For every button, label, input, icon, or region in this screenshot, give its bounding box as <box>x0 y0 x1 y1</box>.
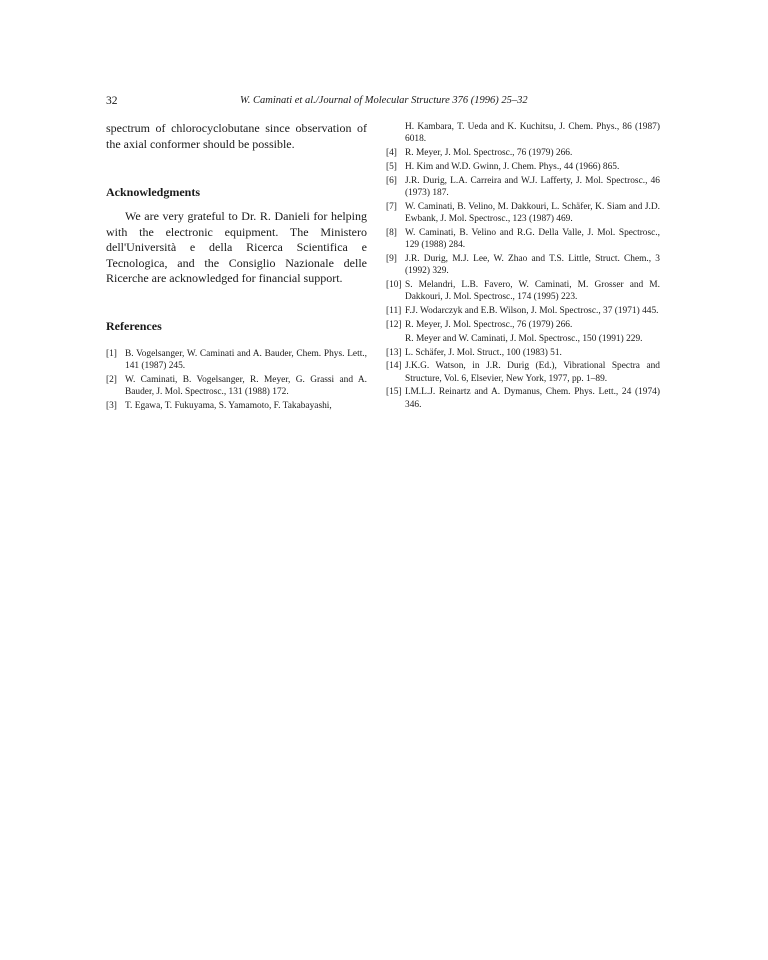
reference-text: R. Meyer, J. Mol. Spectrosc., 76 (1979) 266. <box>405 319 573 330</box>
reference-number: [4] <box>386 148 397 159</box>
reference-text: B. Vogelsanger, W. Caminati and A. Bauder, Chem. Phys. Lett., 141 (1987) 245. <box>125 349 367 372</box>
reference-number: [14] <box>386 361 402 372</box>
reference-number: [12] <box>386 319 402 330</box>
reference-text: T. Egawa, T. Fukuyama, S. Yamamoto, F. Takabayashi, <box>125 401 332 412</box>
reference-text: H. Kim and W.D. Gwinn, J. Chem. Phys., 44 (1966) 865. <box>405 161 620 172</box>
reference-12 <box>386 319 660 331</box>
reference-10 <box>386 279 660 304</box>
reference-text: W. Caminati, B. Vogelsanger, R. Meyer, G. Grassi and A. Bauder, J. Mol. Spectrosc., 131 (1988) 172. <box>125 375 367 398</box>
reference-text: R. Meyer, J. Mol. Spectrosc., 76 (1979) 266. <box>405 148 573 159</box>
reference-number: [13] <box>386 347 402 358</box>
references-list-left <box>106 348 367 414</box>
reference-text: W. Caminati, B. Velino and R.G. Della Valle, J. Mol. Spectrosc., 129 (1988) 284. <box>405 227 660 251</box>
reference-5 <box>386 161 660 173</box>
reference-number: [8] <box>386 227 397 238</box>
reference-3 <box>106 400 367 412</box>
reference-text: J.R. Durig, M.J. Lee, W. Zhao and T.S. Little, Struct. Chem., 3 (1992) 329. <box>405 253 660 277</box>
reference-13 <box>386 347 660 359</box>
reference-14 <box>386 360 660 385</box>
reference-number: [10] <box>386 280 402 291</box>
reference-1 <box>106 348 367 373</box>
left-column <box>106 121 367 412</box>
reference-text: J.R. Durig, L.A. Carreira and W.J. Lafferty, J. Mol. Spectrosc., 46 (1973) 187. <box>405 175 660 198</box>
right-column <box>386 121 660 413</box>
running-head: W. Caminati et al./Journal of Molecular Structure 376 (1996) 25–32 <box>240 95 528 106</box>
acknowledgments-paragraph: We are very grateful to Dr. R. Danieli for helping with the electronic equipment. The Ministero dell'Università e della Ricerca Scientifica e Tecnologica, and the Consiglio Nazionale delle Ricerche are acknowledged for financial support. <box>106 209 367 285</box>
reference-number: [5] <box>386 161 397 172</box>
reference-text: F.J. Wodarczyk and E.B. Wilson, J. Mol. Spectrosc., 37 (1971) 445. <box>405 306 659 317</box>
intro-paragraph: spectrum of chlorocyclobutane since observation of the axial conformer should be possible. <box>106 121 367 151</box>
reference-3-continuation: H. Kambara, T. Ueda and K. Kuchitsu, J. Chem. Phys., 86 (1987) 6018. <box>405 122 660 145</box>
reference-6 <box>386 175 660 200</box>
references-heading: References <box>106 319 162 333</box>
reference-number: [15] <box>386 387 402 398</box>
reference-number: [6] <box>386 175 397 186</box>
reference-number: [11] <box>386 306 402 317</box>
reference-9 <box>386 253 660 278</box>
reference-15 <box>386 386 660 411</box>
references-list-right <box>386 121 660 411</box>
reference-number: [1] <box>106 349 117 359</box>
reference-text: S. Melandri, L.B. Favero, W. Caminati, M. Grosser and M. Dakkouri, J. Mol. Spectrosc., 174 (1995) 223. <box>405 280 660 303</box>
reference-text: L. Schäfer, J. Mol. Struct., 100 (1983) 51. <box>405 347 562 358</box>
reference-text: W. Caminati, B. Velino, M. Dakkouri, L. Schäfer, K. Siam and J.D. Ewbank, J. Mol. Spectrosc., 123 (1987) 469. <box>405 201 660 225</box>
reference-number: [9] <box>386 253 397 264</box>
reference-11 <box>386 305 660 317</box>
reference-2 <box>106 374 367 399</box>
reference-text: I.M.L.J. Reinartz and A. Dymanus, Chem. Phys. Lett., 24 (1974) 346. <box>405 387 660 410</box>
page-number: 32 <box>106 95 118 107</box>
reference-7 <box>386 201 660 226</box>
acknowledgments-heading: Acknowledgments <box>106 185 201 199</box>
reference-8 <box>386 227 660 252</box>
reference-12-continuation: R. Meyer and W. Caminati, J. Mol. Spectrosc., 150 (1991) 229. <box>405 333 643 344</box>
reference-number: [7] <box>386 201 397 212</box>
reference-text: J.K.G. Watson, in J.R. Durig (Ed.), Vibrational Spectra and Structure, Vol. 6, Elsevier, New York, 1977, pp. 1–89. <box>405 361 660 384</box>
reference-4 <box>386 147 660 159</box>
reference-number: [2] <box>106 375 117 386</box>
reference-number: [3] <box>106 401 117 412</box>
